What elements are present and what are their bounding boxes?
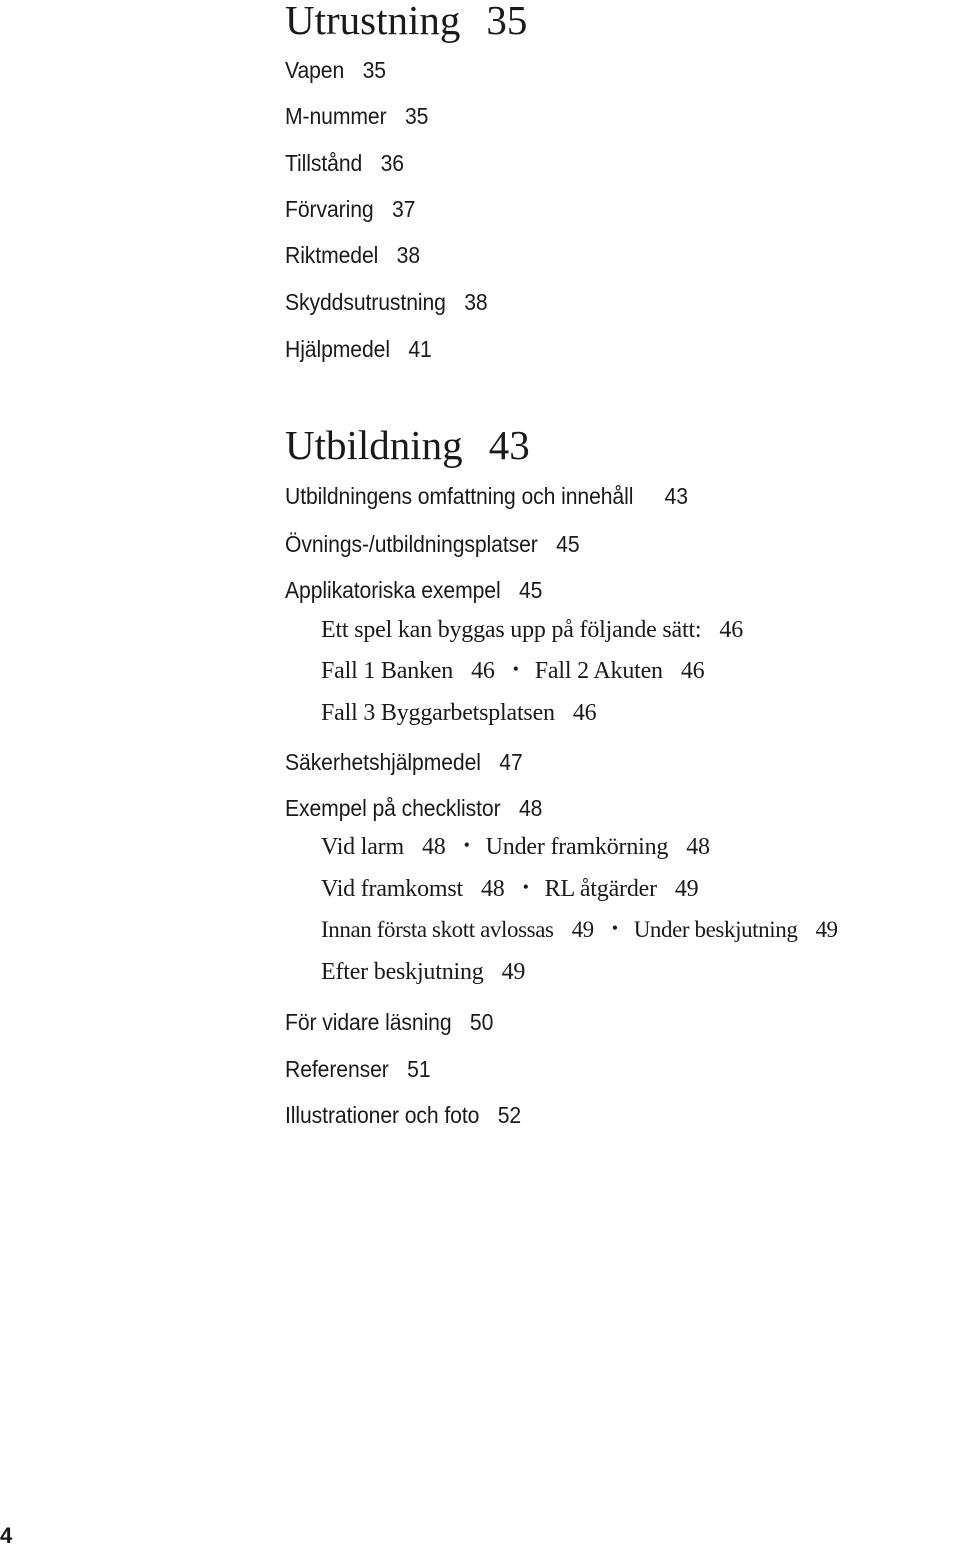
toc-entry-vapen[interactable] xyxy=(285,57,386,84)
toc-entry-applikatoriska-exempel[interactable] xyxy=(285,577,542,604)
toc-entry-forvaring[interactable] xyxy=(285,196,415,223)
subentry-page: 46 xyxy=(471,658,495,684)
entry-label: Säkerhetshjälpmedel xyxy=(285,749,481,775)
entry-label: Exempel på checklistor xyxy=(285,795,501,821)
toc-subentry-line[interactable] xyxy=(321,834,710,861)
toc-entry-riktmedel[interactable] xyxy=(285,242,420,269)
subentry-label: Ett spel kan byggas upp på följande sätt: xyxy=(321,617,702,643)
toc-entry-exempel-checklistor[interactable] xyxy=(285,795,542,822)
subentry-page: 46 xyxy=(719,617,743,643)
entry-label: Utbildningens omfattning och innehåll xyxy=(285,483,634,509)
subentry-label: Under framkörning xyxy=(485,834,669,860)
entry-label: M-nummer xyxy=(285,103,387,129)
subentry-page: 49 xyxy=(815,917,838,942)
entry-page: 50 xyxy=(469,1009,494,1035)
section-title-label: Utbildning xyxy=(285,422,463,468)
entry-page: 45 xyxy=(518,577,543,603)
bullet-separator: • xyxy=(512,659,519,679)
entry-page: 41 xyxy=(408,336,432,362)
subentry-page: 49 xyxy=(501,959,526,985)
entry-page: 35 xyxy=(404,103,429,129)
toc-entry-tillstand[interactable] xyxy=(285,150,404,177)
subentry-label: Fall 1 Banken xyxy=(321,658,454,684)
entry-page: 36 xyxy=(380,150,404,176)
entry-label: Skyddsutrustning xyxy=(285,289,446,315)
entry-page: 51 xyxy=(407,1056,431,1082)
toc-entry-m-nummer[interactable] xyxy=(285,103,428,130)
toc-subentry-line[interactable] xyxy=(321,959,525,986)
subentry-label: RL åtgärder xyxy=(544,876,657,902)
section-title-utbildning xyxy=(285,422,530,468)
entry-page: 38 xyxy=(464,289,488,315)
toc-subentry-line[interactable] xyxy=(321,658,704,685)
toc-subentry-line[interactable] xyxy=(321,617,743,644)
toc-entry-skyddsutrustning[interactable] xyxy=(285,289,488,316)
entry-label: Förvaring xyxy=(285,196,374,222)
page-number: 4 xyxy=(0,1523,13,1548)
entry-page: 47 xyxy=(499,749,523,775)
toc-entry-hjalpmedel[interactable] xyxy=(285,336,432,363)
entry-label: Illustrationer och foto xyxy=(285,1102,480,1128)
section-page-number: 35 xyxy=(486,0,528,43)
entry-page: 45 xyxy=(556,531,580,557)
toc-subentry-line[interactable] xyxy=(321,917,838,943)
subentry-label: Innan första skott avlossas xyxy=(321,917,554,942)
section-title-utrustning xyxy=(285,0,527,41)
subentry-label: Efter beskjutning xyxy=(321,959,484,985)
entry-page: 35 xyxy=(362,57,386,83)
entry-label: Hjälpmedel xyxy=(285,336,390,362)
toc-entry-for-vidare-lasning[interactable] xyxy=(285,1009,493,1036)
toc-entry-sakerhetshjalpmedel[interactable] xyxy=(285,749,523,776)
section-title-label: Utrustning xyxy=(285,0,461,43)
entry-page: 43 xyxy=(664,483,688,509)
subentry-page: 46 xyxy=(572,700,597,726)
subentry-page: 49 xyxy=(674,876,699,902)
subentry-page: 48 xyxy=(686,834,710,860)
subentry-page: 46 xyxy=(680,658,705,684)
entry-page: 52 xyxy=(497,1102,522,1128)
toc-subentry-line[interactable] xyxy=(321,876,698,903)
section-page-number: 43 xyxy=(488,422,530,468)
entry-page: 38 xyxy=(396,242,421,268)
bullet-separator: • xyxy=(522,877,529,897)
subentry-label: Vid larm xyxy=(321,834,404,860)
toc-entry-utbildningens-omfattning[interactable] xyxy=(285,483,688,510)
entry-page: 48 xyxy=(518,795,543,821)
entry-label: Applikatoriska exempel xyxy=(285,577,501,603)
entry-label: Tillstånd xyxy=(285,150,363,176)
subentry-page: 48 xyxy=(480,876,505,902)
entry-page: 37 xyxy=(391,196,416,222)
entry-label: Vapen xyxy=(285,57,345,83)
subentry-label: Fall 2 Akuten xyxy=(534,658,663,684)
bullet-separator: • xyxy=(463,835,470,855)
entry-label: Riktmedel xyxy=(285,242,379,268)
subentry-page: 49 xyxy=(571,917,594,942)
toc-entry-ovningsplatser[interactable] xyxy=(285,531,580,558)
subentry-label: Under beskjutning xyxy=(633,917,798,942)
toc-entry-referenser[interactable] xyxy=(285,1056,431,1083)
bullet-separator: • xyxy=(611,918,618,938)
entry-label: Referenser xyxy=(285,1056,389,1082)
subentry-label: Fall 3 Byggarbetsplatsen xyxy=(321,700,555,726)
toc-entry-illustrationer-och-foto[interactable] xyxy=(285,1102,521,1129)
toc-subentry-line[interactable] xyxy=(321,700,596,727)
subentry-page: 48 xyxy=(421,834,446,860)
subentry-label: Vid framkomst xyxy=(321,876,463,902)
entry-label: Övnings-/utbildningsplatser xyxy=(285,531,538,557)
entry-label: För vidare läsning xyxy=(285,1009,452,1035)
